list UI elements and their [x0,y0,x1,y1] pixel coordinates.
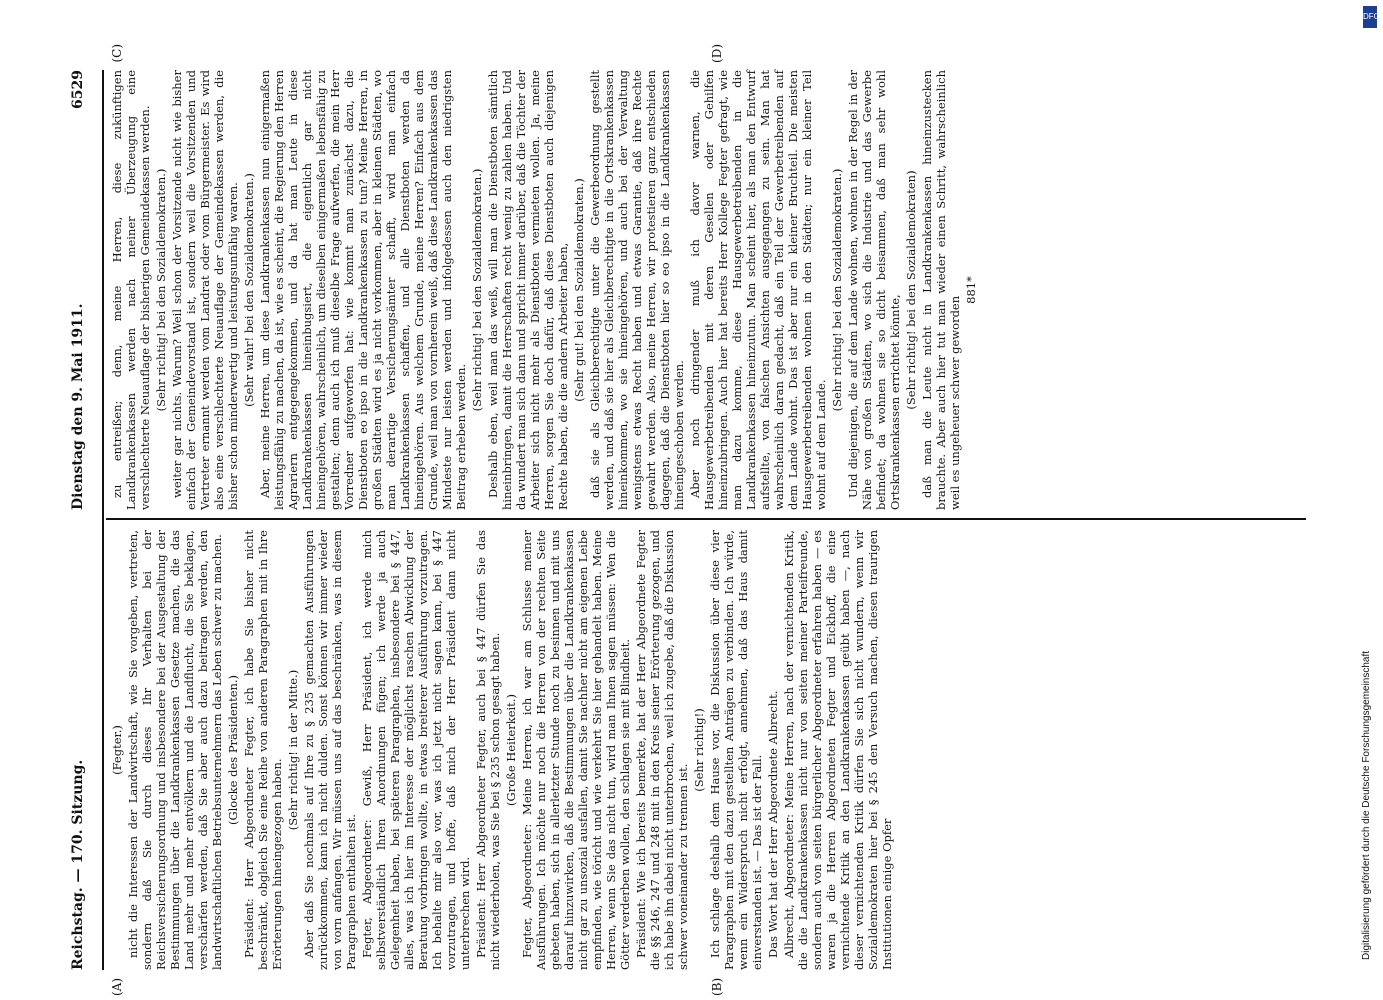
header-left: Reichstag. — 170. Sitzung. [70,759,86,970]
speaker-note: (Fegter.) [110,725,124,775]
page-header [70,70,98,970]
paragraph: Präsident: Herr Abgeordneter Fegter, ich habe Sie bisher nicht beschränkt, obgleich Sie eine Reihe von anderen Paragraphen mit in Ihre Erörterungen hineingezogen haben. [242,530,284,970]
digitization-note: Digitalisierung gefördert durch die Deutsche Forschungsgemeinschaft [1361,650,1372,960]
paragraph: Aber noch dringender muß ich davor warnen, die Hausgewerbetreibenden mit deren Gesellen oder Gehilfen hineinzubringen. Auch hier hat bereits Herr Kollege Fegter gefragt, wie man dazu komme, diese Hausgewerbetreibenden in die Landkrankenkassen hineinzutun. Man scheint hier, als man den Entwurf aufstellte, von falschen Ansichten ausgegangen zu sein. Man hat wahrscheinlich daran gedacht, daß ein Teil der Gewerbetreibenden auf dem Lande wohnt. Das ist aber nur ein kleiner Bruchteil. Die meisten Hausgewerbetreibenden wohnen in den Städten; nur ein kleiner Teil wohnt auf dem Lande. [688,70,828,510]
paragraph: Aber daß Sie nochmals auf Ihre zu § 235 gemachten Ausführungen zurückkommen, kann ich nicht dulden. Sonst können wir immer wieder von vorn anfangen. Wir müssen uns auf das beschränken, was in diesem Paragraphen enthalten ist. [302,530,358,970]
interjection: (Sehr richtig! bei den Sozialdemokraten.) [470,168,484,412]
margin-marker-c: (C) [110,44,124,63]
margin-marker-d: (D) [710,44,724,63]
page-number: 6529 [70,70,86,109]
paragraph: daß man die Leute nicht in Landkrankenkassen hineinzustecken brauchte. Aber auch hier tut man wieder einen Schritt, wahrscheinlich weil es ungeheuer schwer geworden [920,70,962,510]
rotated-page [70,44,1320,996]
paragraph: zu entreißen; denn, meine Herren, diese zukünftigen Landkrankenkassen werden nach meiner Überzeugung eine verschlechterte Neuauflage der bisherigen Gemeindekassen werden. [110,70,152,510]
interjection: (Sehr richtig! bei den Sozialdemokraten) [904,170,918,410]
interjection: (Große Heiterkeit.) [504,694,518,806]
header-center: Dienstag den 9. Mai 1911. [70,303,86,510]
paragraph: weiter gar nichts. Warum? Weil schon der Vorsitzende nicht wie bisher einfach der Gemeindevorstand ist, sondern weil die Vorsitzenden und Vertreter ernannt werden vom Landrat oder vom Bürgermeister. Es wird also eine verschlechterte Neuauflage der Gemeindekassen werden, die bisher schon minderwertig und leistungsunfähig waren. [170,70,240,510]
column-divider [106,519,1306,521]
footer-number: 881* [964,276,978,304]
interjection: (Sehr wahr! bei den Sozialdemokraten.) [242,173,256,407]
paragraph: Präsident: Wie ich bereits bemerkte, hat der Herr Abgeordnete Fegter die §§ 246, 247 und 248 mit in den Kreis seiner Erörterung gezogen, und ich habe ihn dabei nicht unterbrochen, weil ich zugebe, daß die Diskussion schwer voneinander zu trennen ist. [634,530,690,970]
paragraph: Und diejenigen, die auf dem Lande wohnen, wohnen in der Regel in der Nähe von großen Städten, wo sich die Industrie und das Gewerbe befindet; da wohnen sie so dicht beisammen, daß man sehr wohl Ortskrankenkassen errichtet könnte, [846,70,902,510]
interjection: (Sehr gut! bei den Sozialdemokraten.) [572,178,586,402]
paragraph: Fegter, Abgeordneter: Meine Herren, ich war am Schlusse meiner Ausführungen. Ich möchte nur noch die Herren von der rechten Seite gebeten haben, sich in allerletzter Stunde noch zu besinnen und mit uns darauf hinzuwirken, daß die Bestimmungen über die Landkrankenkassen nicht gar zu unsozial ausfallen, damit Sie nachher nicht am eigenen Leibe empfinden, wie töricht und wie verkehrt Sie hier gehandelt haben. Meine Herren, wenn Sie das nicht tun, wird man Ihnen sagen müssen: Wen die Götter verderben wollen, den schlagen sie mit Blindheit. [520,530,632,970]
paragraph: Präsident: Herr Abgeordneter Fegter, auch bei § 447 dürfen Sie das nicht wiederholen, was Sie bei § 235 schon gesagt haben. [474,530,502,970]
paragraph: Fegter, Abgeordneter: Gewiß, Herr Präsident, ich werde mich selbstverständlich Ihren Anordnungen fügen; ich werde ja auch Gelegenheit haben, bei späteren Paragraphen, insbesondere bei § 447, alles, was ich hier im Interesse der möglichst raschen Abwicklung der Beratung vorbringen wollte, in etwas breiterer Ausführung vorzutragen. Ich behalte mir also vor, was ich jetzt nicht sagen kann, bei § 447 vorzutragen, und hoffe, daß mich der Herr Präsident dann nicht unterbrechen wird. [360,530,472,970]
sidebar-note [1361,30,1377,970]
paragraph: Das Wort hat der Herr Abgeordnete Albrecht. [766,690,780,958]
margin-marker-b: (B) [710,977,724,996]
interjection: (Glocke des Präsidenten.) [226,674,240,826]
header-rule [102,70,104,970]
right-column [110,70,980,510]
interjection: (Sehr richtig! bei den Sozialdemokraten.) [830,168,844,412]
paragraph: Deshalb eben, weil man das weiß, will man die Dienstboten sämtlich hineinbringen, damit die Herrschaften recht wenig zu zahlen haben. Und da wundert man sich dann und spricht immer darüber, daß die Töchter der Arbeiter sich nicht mehr als Dienstboten vermieten wollen. Ja, meine Herren, sorgen Sie doch dafür, daß diese Dienstboten auch diejenigen Rechte haben, die die andern Arbeiter haben, [486,70,570,510]
margin-marker-a: (A) [110,977,124,996]
dfg-logo: DFG [1363,6,1377,28]
interjection: (Sehr richtig! in der Mitte.) [286,669,300,831]
paragraph: Aber, meine Herren, um diese Landkrankenkassen nun einigermaßen leistungsfähig zu machen, da ist, wie es scheint, die Regierung den Herren Agrariern entgegengekommen, und da hat man Leute in diese Landkrankenkassen hineinbugsiert, die eigentlich gar nicht hineingehören, wahrscheinlich, um dieselben einigermaßen lebensfähig zu gestalten; denn auch ich muß dieselbe Frage aufwerfen, die mein Herr Vorredner aufgeworfen hat: wie kommt man zunächst dazu, die Dienstboten eo ipso in die Landkrankenkassen zu tun? Meine Herren, in großen Städten wird es ja nicht vorkommen, aber in kleinen Städten, wo man derartige Versicherungsämter schafft, wird man einfach Landkrankenkassen schaffen, und alle Dienstboten werden da hineingehören. Aus welchem Grunde, meine Herren? Einfach aus dem Grunde, weil man von vornherein weiß, daß diese Landkrankenkassen das Mindeste nur leisten werden und infolgedessen auch den niedrigsten Beitrag erheben werden. [258,70,468,510]
paragraph: Albrecht, Abgeordneter: Meine Herren, nach der vernichtenden Kritik, die die Landkrankenkassen nicht nur von seiten meiner Parteifreunde, sondern auch von seiten bürgerlicher Abgeordneter erfahren haben — es waren ja die Herren Abgeordneten Fegter und Eickhoff, die eine vernichtende Kritik an den Landkrankenkassen geübt haben —, nach dieser vernichtenden Kritik dürfen Sie sich nicht wundern, wenn wir Sozialdemokraten hier bei § 245 den Versuch machen, diesen traurigen Institutionen einige Opfer [782,530,894,970]
paragraph: daß sie als Gleichberechtigte unter die Gewerbeordnung gestellt werden, und daß sie hier als Gleichberechtigte in die Ortskrankenkassen hineinkommen, wo sie hineingehören, und auch bei der Verwaltung wenigstens etwas Recht haben und etwas Garantie, daß ihre Rechte gewahrt werden. Also, meine Herren, wir protestieren ganz entschieden dagegen, daß die Dienstboten hier so eo ipso in die Landkrankenkassen hineingeschoben werden. [588,70,686,510]
left-column [110,530,896,970]
paragraph: nicht die Interessen der Landwirtschaft, wie Sie vorgeben, vertreten, sondern daß Sie durch dieses Ihr Verhalten bei der Reichsversicherungsordnung und insbesondere bei der Ausgestaltung der Bestimmungen über die Landkrankenkassen Gesetze machen, die das Land mehr und mehr entvölkern und die Landflucht, die Sie beklagen, verschärfen werden, daß Sie aber auch dazu beitragen werden, den landwirtschaftlichen Betriebsunternehmern das Leben schwer zu machen. [126,530,224,970]
interjection: (Sehr richtig! bei den Sozialdemokraten.) [154,168,168,412]
interjection: (Sehr richtig!) [692,708,706,792]
paragraph: Ich schlage deshalb dem Hause vor, die Diskussion über diese vier Paragraphen mit den dazu gestellten Anträgen zu verbinden. Ich würde, wenn ein Widerspruch nicht erfolgt, annehmen, daß das Haus damit einverstanden ist. — Das ist der Fall. [708,530,764,970]
